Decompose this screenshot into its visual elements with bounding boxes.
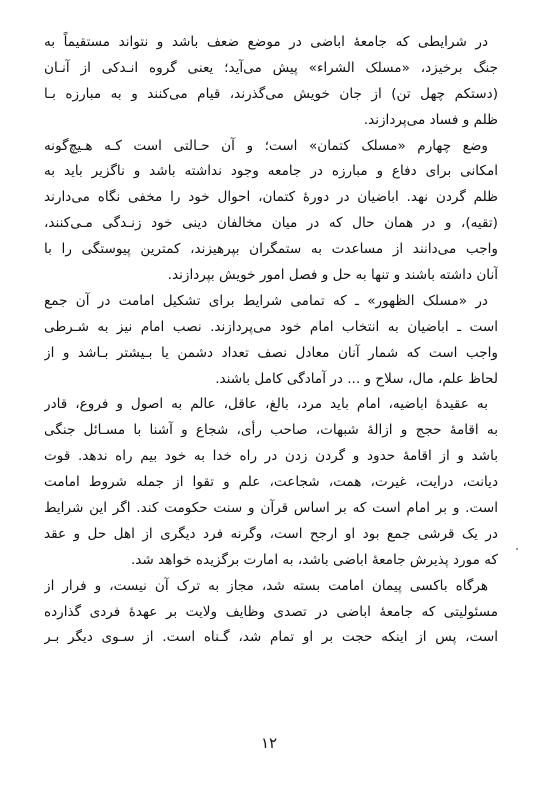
margin-mark (516, 548, 518, 550)
text-line: که مورد پذیرش جامعهٔ اباضی باشد، به امارت برگزیده خواهد شد. (130, 551, 498, 568)
text-line: مسئولیتی که جامعهٔ اباضی در تصدی وظایف ولایت بر عهدهٔ فردی گذارده (44, 603, 498, 620)
text-line: واجب می‌دانند از مساعدت به ستمگران بپرهیزند، کمترین پیوستگی را با (44, 241, 498, 258)
text-line: در «مسلک الظهور» ـ که تمامی شرایط برای تشکیل امامت در آن جمع (44, 292, 488, 309)
page-number: ١٢ (260, 734, 278, 752)
text-line: در یک قرشی جمع بود او ارجح است، وگرنه فرد دیگری از اهل حل و عقد (44, 525, 498, 542)
text-line: است ـ اباضیان به انتخاب امام خود می‌پردازند. نصب امام نیز به شـرطی (44, 318, 498, 335)
text-line: (تقیه)، و در همان حال که در میان مخالفان دینی خود زنـدگی مـی‌کنند، (44, 215, 498, 232)
text-line: (دستکم چهل تن) از جان خویش می‌گذرند، قیام می‌کنند و به مبارزه بـا (44, 85, 498, 102)
text-line: آنان داشته باشند و تنها به حل و فصل امور خویش بپردازند. (167, 267, 498, 284)
body-text (44, 30, 498, 651)
text-line: به عقیدهٔ اباضیه، امام باید مرد، بالغ، عاقل، عالم به اصول و فروع، قادر (44, 396, 488, 413)
text-line: دیانت، درایت، غیرت، همت، شجاعت، علم و تقوا از جمله شروط امامت (44, 474, 498, 491)
text-line: است. و بر امام است که بر اساس قرآن و سنت حکومت کند. اگر این شرایط (44, 500, 498, 517)
text-line: جنگ برخیزد، «مسلک الشراء» پیش می‌آید؛ یعنی گروه انـدکی از آنـان (44, 59, 498, 76)
text-line: به اقامهٔ حجج و ازالهٔ شبهات، صاحب رأی، شجاع و آشنا با مسـائل جنگی (44, 422, 498, 439)
text-line: واجب است که شمار آنان معادل نصف تعداد دشمن یا بـیشتر بـاشد و از (44, 344, 498, 361)
text-line: باشد و از اقامهٔ حدود و گردن زدن در راه خدا به خود بیم راه ندهد. قوت (44, 448, 498, 465)
text-line: هرگاه باکسی پیمان امامت بسته شد، مجاز به ترک آن نیست، و فرار از (44, 577, 488, 594)
text-line: ظلم و فساد می‌پردازند. (363, 111, 498, 128)
text-line: است، پس از اینکه حجت بر او تمام شد، گـناه است. از سـوی دیگر بـر (44, 629, 498, 646)
text-line: در شرایطی که جامعهٔ اباضی در موضع ضعف باشد و نتواند مستقیماً به (44, 34, 488, 50)
text-line: لحاظ علم، مال، سلاح و ... در آمادگی کامل باشند. (215, 370, 498, 387)
text-line: وضع چهارم «مسلک کتمان» است؛ و آن حـالتی است کـه هـیچ‌گونه (44, 137, 488, 154)
text-line: امکانی برای دفاع و مبارزه در جامعه وجود نداشته باشد و ناگزیر باید به (44, 163, 498, 180)
text-line: ظلم گردن نهد. اباضیان در دورهٔ کتمان، احوال خود را مخفی نگاه می‌دارند (44, 189, 498, 206)
